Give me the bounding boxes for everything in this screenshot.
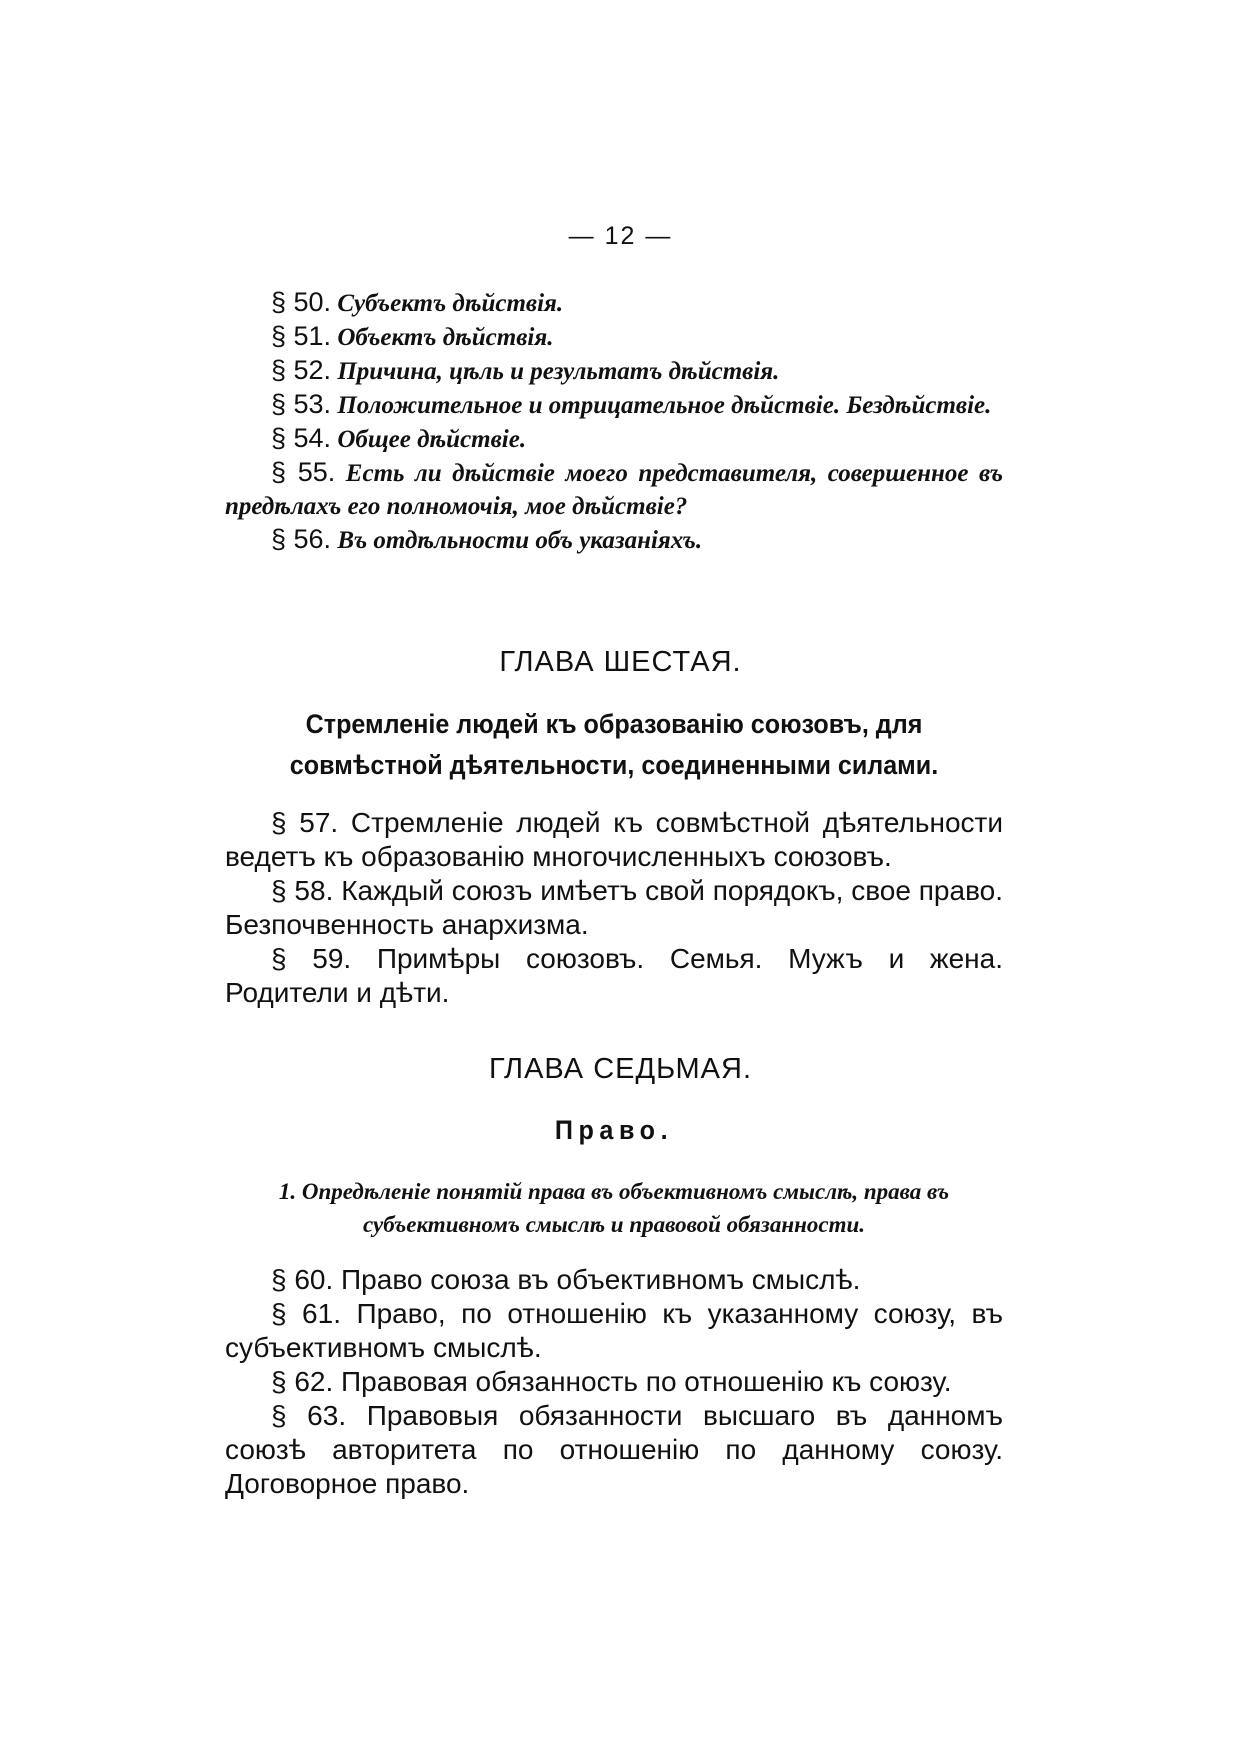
chapter-paragraphs	[225, 806, 1003, 1010]
section-entry: § 54. Общее дѣйствіе.	[271, 423, 527, 453]
paragraph: § 62. Правовая обязанность по отношенію къ союзу.	[271, 1366, 952, 1397]
paragraph: § 63. Правовыя обязанности высшаго въ данномъ союзѣ авторитета по отношенію по данному союзу. Договорное право.	[225, 1400, 1003, 1499]
paragraph: § 59. Примѣры союзовъ. Семья. Мужъ и жена. Родители и дѣти.	[225, 943, 1003, 1008]
paragraph: § 57. Стремленіе людей къ совмѣстной дѣятельности ведетъ къ образованію многочисленныхъ союзовъ.	[225, 807, 1003, 872]
page-number: — 12 —	[568, 222, 673, 250]
paragraph: § 61. Право, по отношенію къ указанному союзу, въ субъективномъ смыслѣ.	[225, 1298, 1003, 1363]
subsection-title: 1. Опредѣленіе понятій права въ объективномъ смыслѣ, права въ субъективномъ смыслѣ и правовой обязанности.	[278, 1179, 950, 1237]
chapter-heading: ГЛАВА СЕДЬМАЯ.	[488, 1053, 753, 1085]
section-entry: § 53. Положительное и отрицательное дѣйствіе. Бездѣйствіе.	[271, 389, 992, 419]
section-entry: § 52. Причина, цѣль и результатъ дѣйствія.	[271, 355, 780, 385]
paragraph: § 58. Каждый союзъ имѣетъ свой порядокъ, свое право. Безпочвенность анархизма.	[225, 875, 1003, 940]
chapter-heading: ГЛАВА ШЕСТАЯ.	[499, 646, 742, 678]
chapter-paragraphs	[225, 1263, 1003, 1501]
section-entry: § 50. Субъектъ дѣйствія.	[271, 287, 564, 317]
section-entry: § 55. Есть ли дѣйствіе моего представителя, совершенное въ предѣлахъ его полномочія, мое дѣйствіе?	[225, 457, 1003, 520]
section-entry: § 56. Въ отдѣльности объ указаніяхъ.	[271, 524, 703, 554]
section-list-italic	[225, 286, 1003, 557]
chapter-title: Стремленіе людей къ образованію союзовъ, для совмѣстной дѣятельности, соединенными силами.	[289, 709, 939, 780]
paragraph: § 60. Право союза въ объективномъ смыслѣ.	[271, 1264, 861, 1295]
section-entry: § 51. Объектъ дѣйствія.	[271, 321, 554, 351]
chapter-title: Право.	[554, 1115, 674, 1145]
